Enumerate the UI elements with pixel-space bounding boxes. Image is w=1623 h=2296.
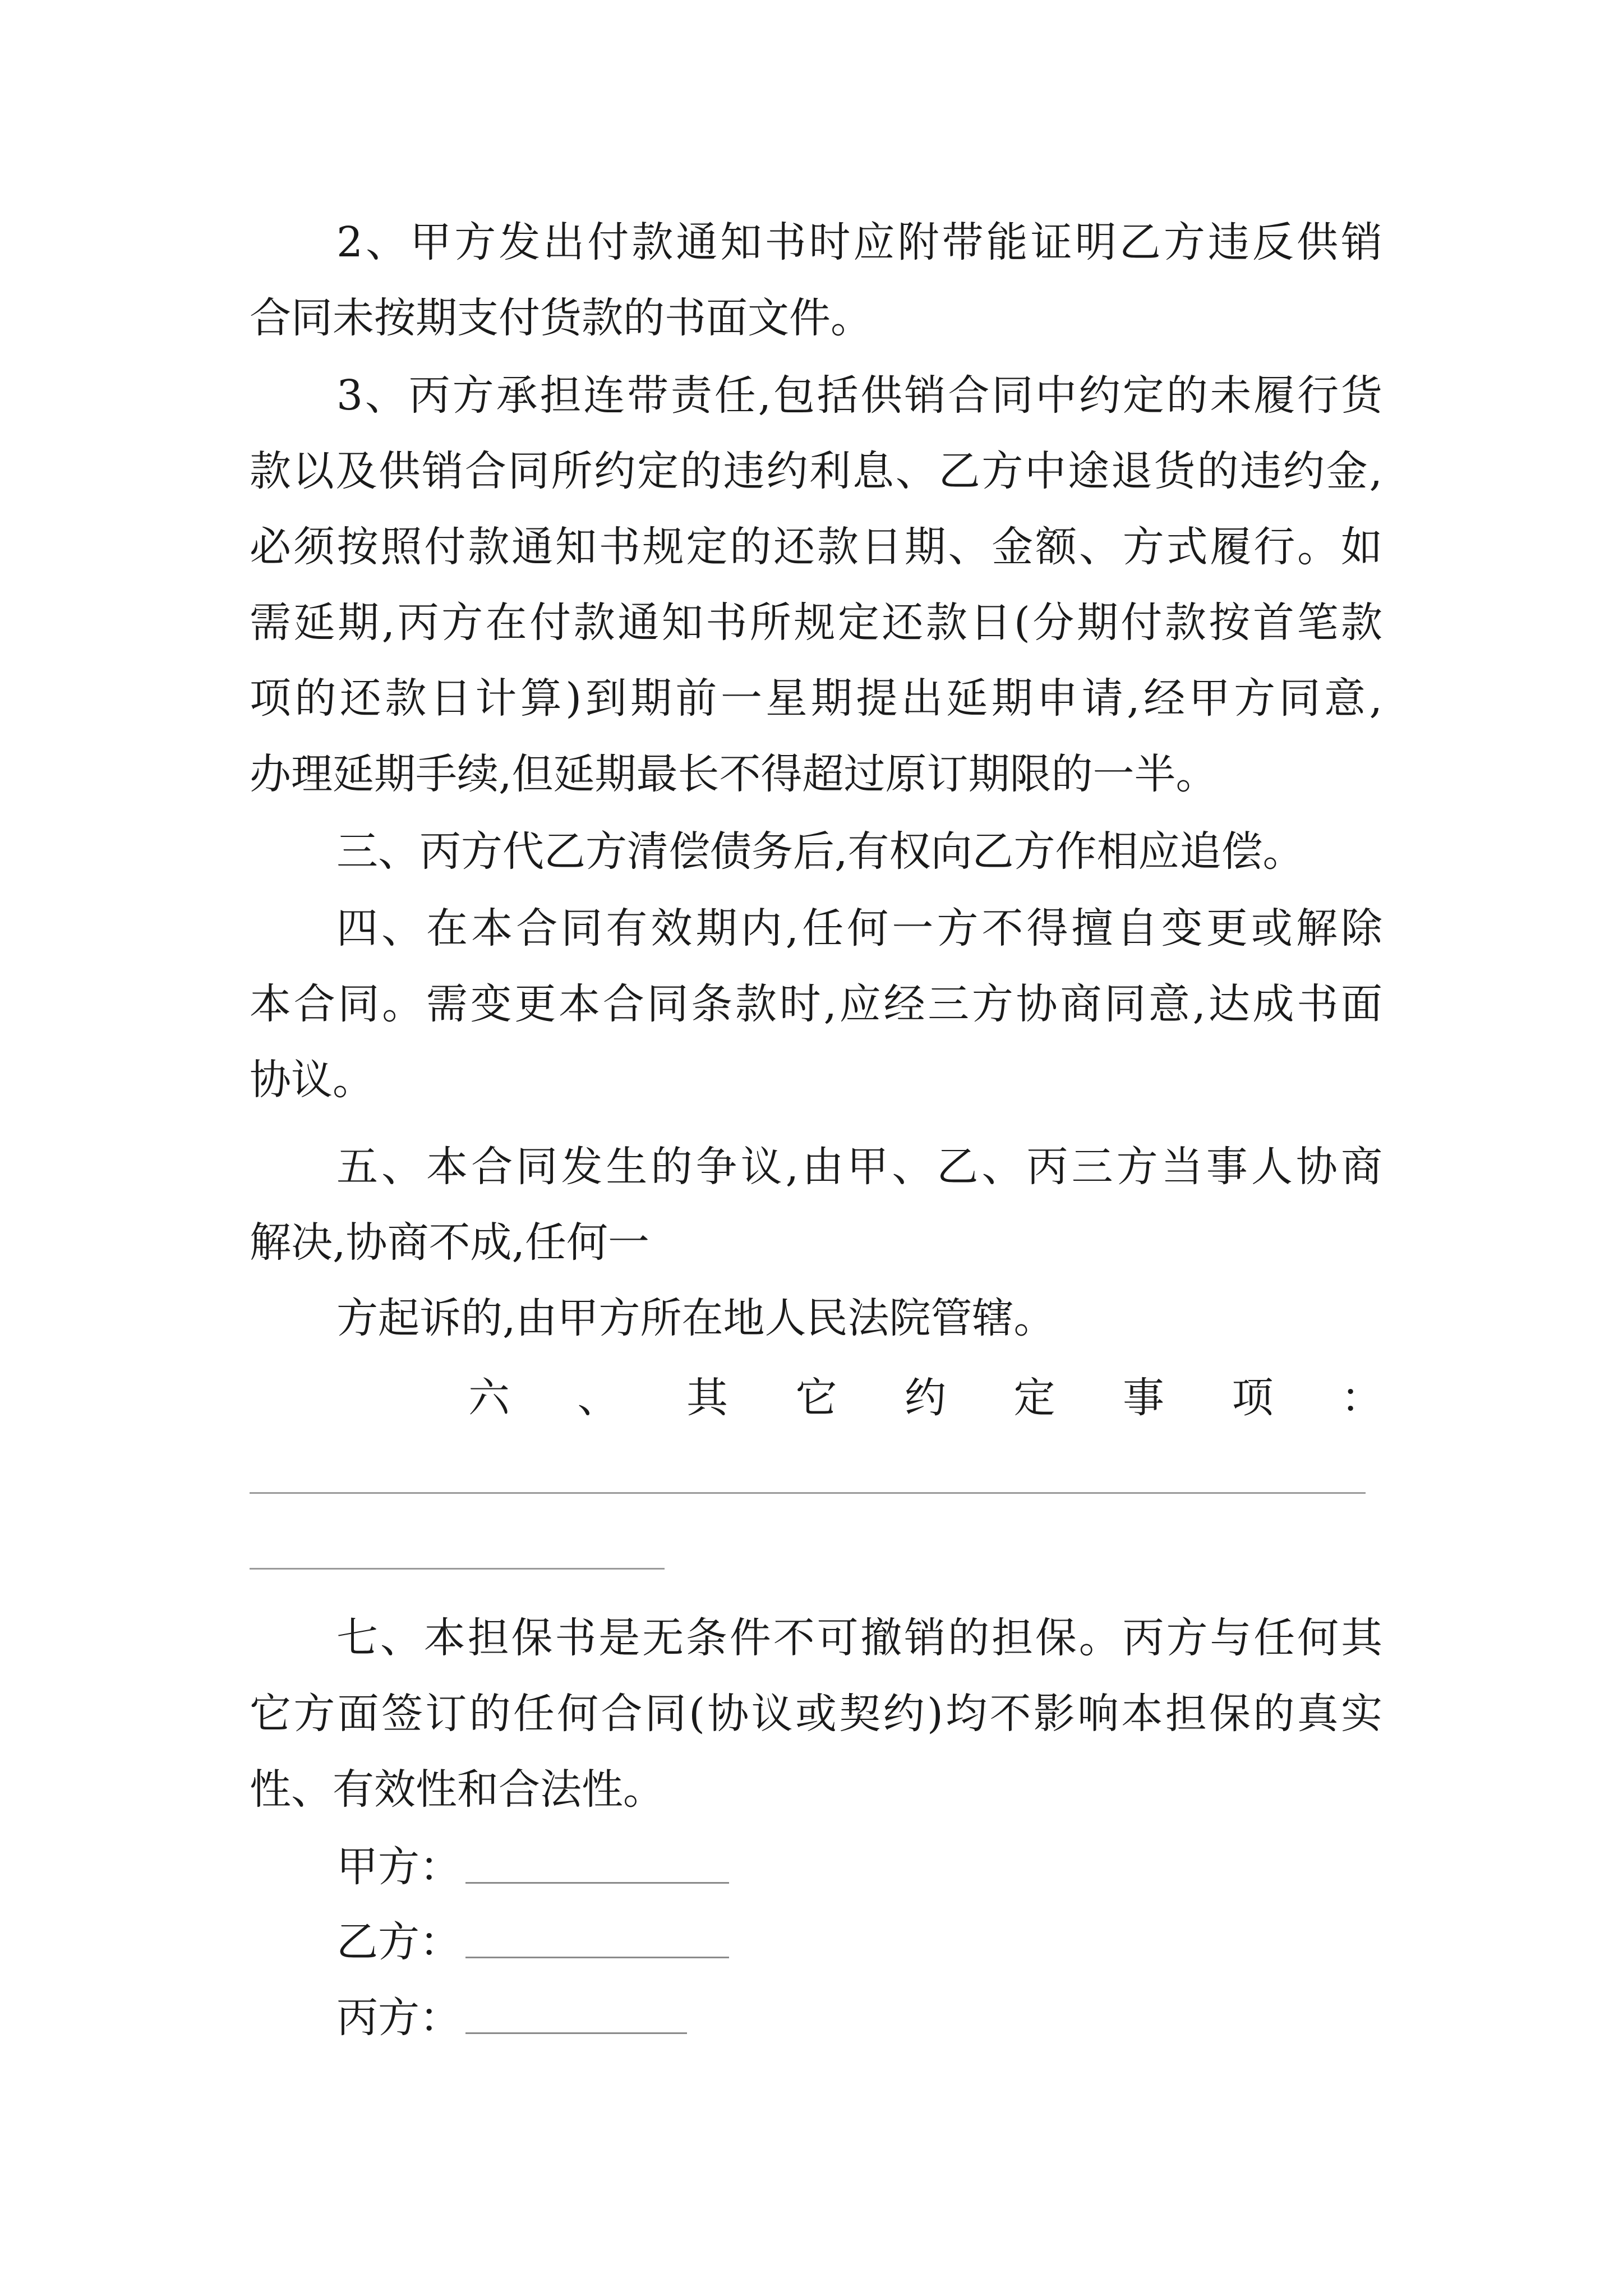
paragraph-line: 项的还款日计算)到期前一星期提出延期申请,经甲方同意, [250, 674, 1382, 723]
heading-char: 它 [795, 1374, 837, 1422]
paragraph-line: 性、有效性和合法性。 [250, 1765, 665, 1814]
party-a-label: 甲方： [336, 1843, 461, 1891]
party-b-label: 乙方： [336, 1918, 461, 1966]
paragraph-line: 需延期,丙方在付款通知书所规定还款日(分期付款按首笔款 [250, 599, 1382, 647]
paragraph-line: 三、丙方代乙方清偿债务后,有权向乙方作相应追偿。 [336, 827, 1304, 876]
paragraph-line: 四、在本合同有效期内,任何一方不得擅自变更或解除 [336, 904, 1382, 953]
paragraph-line: 七、本担保书是无条件不可撤销的担保。丙方与任何其 [336, 1614, 1382, 1662]
section-six-heading [468, 1370, 1382, 1426]
paragraph-line: 办理延期手续,但延期最长不得超过原订期限的一半。 [250, 750, 1218, 798]
paragraph-line: 2、甲方发出付款通知书时应附带能证明乙方违反供销 [336, 218, 1382, 266]
paragraph-line: 合同未按期支付货款的书面文件。 [250, 294, 872, 342]
paragraph-line: 它方面签订的任何合同(协议或契约)均不影响本担保的真实 [250, 1690, 1382, 1738]
party-c-label: 丙方： [336, 1994, 461, 2042]
party-c-signature-line[interactable] [465, 2032, 687, 2034]
heading-char: 约 [905, 1374, 946, 1422]
blank-fill-line [250, 1492, 1366, 1494]
heading-char: 、 [577, 1374, 619, 1422]
paragraph-line: 必须按照付款通知书规定的还款日期、金额、方式履行。如 [250, 523, 1382, 571]
heading-char: ： [1341, 1374, 1382, 1422]
paragraph-line: 款以及供销合同所约定的违约利息、乙方中途退货的违约金, [250, 447, 1382, 495]
heading-char: 其 [686, 1374, 728, 1422]
heading-char: 项 [1232, 1374, 1274, 1422]
heading-char: 六 [468, 1374, 510, 1422]
heading-char: 事 [1123, 1374, 1164, 1422]
paragraph-line: 方起诉的,由甲方所在地人民法院管辖。 [336, 1294, 1055, 1342]
paragraph-line: 解决,协商不成,任何一 [250, 1218, 650, 1267]
heading-char: 定 [1013, 1374, 1055, 1422]
blank-fill-line [250, 1568, 665, 1570]
paragraph-line: 协议。 [250, 1056, 374, 1104]
paragraph-line: 本合同。需变更本合同条款时,应经三方协商同意,达成书面 [250, 980, 1382, 1028]
paragraph-line: 3、丙方承担连带责任,包括供销合同中约定的未履行货 [336, 371, 1382, 420]
party-b-signature-line[interactable] [465, 1957, 729, 1958]
paragraph-line: 五、本合同发生的争议,由甲、乙、丙三方当事人协商 [336, 1143, 1382, 1191]
party-a-signature-line[interactable] [465, 1882, 729, 1884]
